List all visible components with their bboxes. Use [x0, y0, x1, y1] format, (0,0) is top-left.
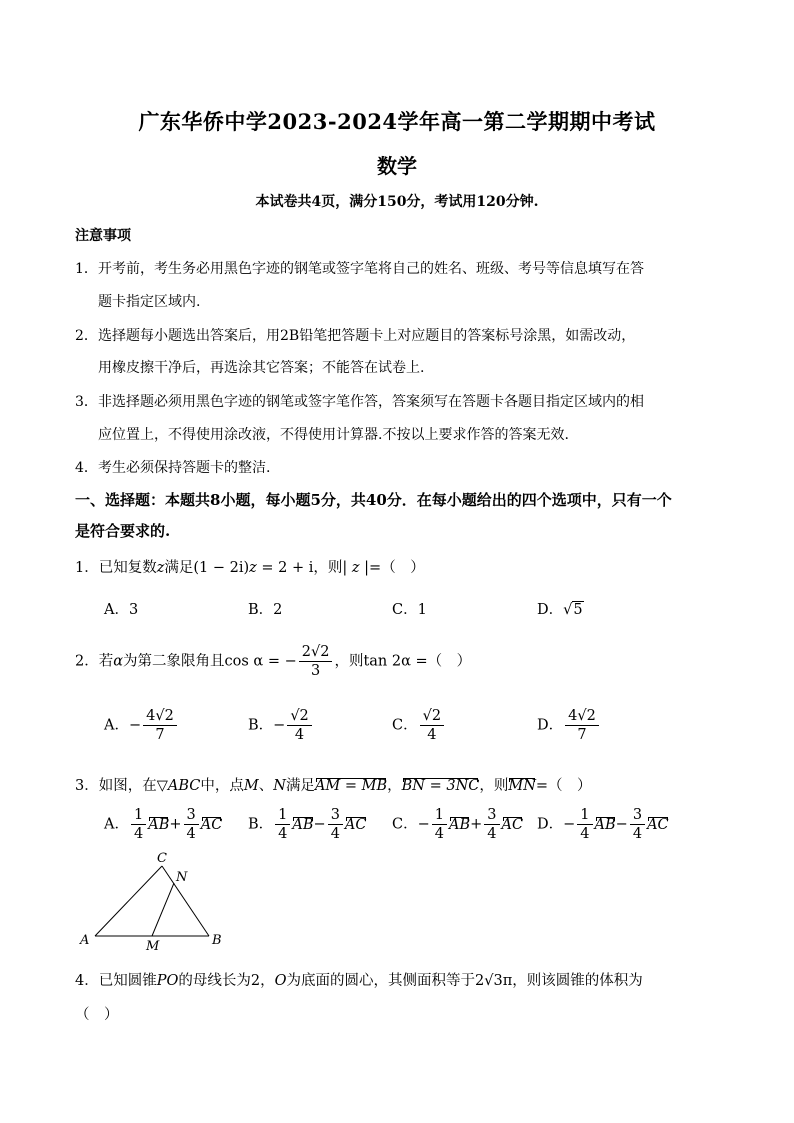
question-2-option-a-fraction [143, 707, 177, 744]
label-b: B [212, 933, 222, 948]
question-3-option-b[interactable] [248, 806, 367, 843]
question-3-option-b-coef-1 [275, 806, 290, 843]
question-2-option-d[interactable] [537, 707, 601, 744]
question-3-option-c-coef-1-den: 4 [434, 826, 444, 842]
question-2-option-b-sign: − [273, 717, 286, 734]
question-1-text-b: 满足 [164, 560, 194, 576]
question-1-option-d-radicand: 5 [573, 602, 583, 618]
label-m: M [146, 939, 160, 954]
question-3-option-c-sign-2: + [470, 816, 483, 833]
question-3-option-a-coef-1 [131, 806, 146, 843]
question-1-eq: (1 − 2i) [193, 560, 250, 576]
question-3-option-b-coef-1-den: 4 [278, 826, 288, 842]
question-3-option-d-vector-1: AB [594, 816, 616, 833]
question-2 [75, 643, 471, 680]
question-4-answer-blank: （ ） [75, 1007, 119, 1023]
question-3: 3．如图，在▽ABC中，点M、N满足AM = MB，BN = 3NC，则MN=（ ） [75, 778, 592, 794]
question-2-option-d-numerator: 4√2 [565, 707, 599, 726]
question-4-number: 4． [75, 973, 99, 989]
question-3-option-b-label: B． [248, 816, 274, 833]
note-2-number: 2． [75, 328, 98, 344]
side-ac [95, 866, 162, 936]
question-3-option-b-coef-2 [328, 806, 343, 843]
question-2-option-b-denominator: 4 [294, 727, 305, 743]
question-3-option-a-sign-2: + [169, 816, 182, 833]
question-3-option-d-coef-1-num: 1 [577, 806, 592, 825]
question-4-text-c: 为底面的圆心，其侧面积等于 [286, 973, 476, 989]
question-3-option-c-coef-2-den: 4 [487, 826, 497, 842]
question-3-option-c-coef-2 [484, 806, 499, 843]
question-2-option-b-numerator: √2 [287, 707, 311, 726]
note-3-line-1: 非选择题必须用黑色字迹的钢笔或签字笔作答，答案须写在答题卡各题目指定区域内的相 [98, 394, 644, 410]
question-2-cos: cos α = − [224, 653, 297, 670]
question-1-option-b[interactable]: B．2 [248, 602, 283, 618]
note-3-line-2: 应位置上，不得使用涂改液，不得使用计算器.不按以上要求作答的答案无效. [98, 427, 569, 443]
question-3-text-b: 中，点 [200, 778, 244, 794]
question-2-tail: （ ） [427, 653, 472, 670]
label-a: A [80, 933, 90, 948]
question-2-option-c-fraction [420, 707, 444, 744]
question-3-option-c-coef-2-num: 3 [484, 806, 499, 825]
exam-subject: 数学 [377, 154, 417, 178]
question-1-eq-z: z [249, 560, 257, 576]
question-3-option-c[interactable] [392, 806, 523, 843]
question-4-point-o: O [274, 973, 287, 989]
question-2-option-a-numerator: 4√2 [143, 707, 177, 726]
question-3-option-d-sign-2: − [615, 816, 628, 833]
note-4-line-1: 考生必须保持答题卡的整洁. [98, 460, 271, 476]
question-3-point-m: M [243, 778, 259, 794]
question-3-option-b-vector-2: AC [344, 816, 367, 833]
question-2-fraction-denominator: 3 [310, 663, 321, 679]
question-2-fraction-numerator: 2√2 [299, 643, 333, 662]
exam-title: 广东华侨中学2023-2024学年高一第二学期期中考试 [138, 109, 656, 134]
label-n: N [176, 870, 188, 885]
question-4-text-a: 已知圆锥 [98, 973, 157, 989]
question-1-option-c[interactable]: C．1 [392, 602, 427, 618]
question-2-tan: tan 2α = [363, 653, 428, 670]
question-3-option-c-vector-1: AB [449, 816, 471, 833]
question-3-condition-1: AM = MB [314, 778, 388, 794]
question-3-option-a-coef-2-den: 4 [186, 826, 196, 842]
note-1-number: 1． [75, 261, 98, 277]
question-3-text-a: 如图，在 [98, 778, 157, 794]
question-3-point-n: N [273, 778, 286, 794]
question-2-option-a-sign: − [128, 717, 142, 734]
question-1-abs: | z | [342, 560, 370, 576]
question-3-option-b-coef-1-num: 1 [275, 806, 290, 825]
question-2-option-c-numerator: √2 [420, 707, 444, 726]
segment-mn [152, 883, 174, 936]
question-3-option-a-coef-2 [184, 806, 199, 843]
question-2-text-b: 为第二象限角且 [123, 653, 225, 670]
note-2-line-1: 选择题每小题选出答案后，用2B铅笔把答题卡上对应题目的答案标号涂黑，如需改动， [98, 328, 636, 344]
question-3-option-a-label: A． [104, 816, 129, 833]
question-4-cone-po: PO [156, 973, 179, 989]
question-4 [75, 969, 643, 990]
question-3-text-d: ，则 [479, 778, 509, 794]
question-2-option-c[interactable] [392, 707, 446, 744]
note-4-number: 4． [75, 460, 98, 476]
note-1-line-2: 题卡指定区域内. [98, 294, 201, 310]
note-1-line-1: 开考前，考生务必用黑色字迹的钢笔或签字笔将自己的姓名、班级、考号等信息填写在答 [98, 261, 644, 277]
question-1-option-d-label: D． [537, 602, 564, 618]
question-1-var-z: z [156, 560, 165, 576]
question-3-option-d-sign-1: − [563, 816, 576, 833]
question-2-text-a: 若 [98, 653, 114, 670]
question-4-area: 2√3π [475, 973, 513, 989]
question-2-option-b-fraction [287, 707, 311, 744]
question-2-option-d-label: D． [537, 717, 564, 734]
question-3-option-b-coef-2-den: 4 [330, 826, 340, 842]
question-2-option-d-denominator: 7 [577, 727, 587, 743]
question-3-option-c-sign-1: − [417, 816, 430, 833]
question-3-option-d-label: D． [537, 816, 564, 833]
question-1-eq-rhs: = 2 + i [256, 560, 314, 576]
question-3-option-d-coef-1 [577, 806, 592, 843]
question-2-option-c-denominator: 4 [427, 727, 437, 743]
question-3-option-c-coef-1-num: 1 [432, 806, 447, 825]
question-3-option-d-coef-1-den: 4 [580, 826, 590, 842]
question-3-triangle: ▽ABC [156, 778, 201, 794]
question-3-option-a-vector-2: AC [200, 816, 223, 833]
question-3-option-b-sign-2: − [313, 816, 326, 833]
question-3-separator: 、 [258, 778, 274, 794]
question-3-option-c-label: C． [392, 816, 418, 833]
question-3-option-a-vector-1: AB [148, 816, 170, 833]
question-2-option-a-denominator: 7 [155, 727, 165, 743]
question-3-option-c-vector-2: AC [501, 816, 524, 833]
question-2-alpha: α [113, 653, 124, 670]
question-4-text-d: ，则该圆锥的体积为 [512, 973, 643, 989]
question-3-option-d-coef-2 [630, 806, 645, 843]
note-2-line-2: 用橡皮擦干净后，再选涂其它答案；不能答在试卷上. [98, 360, 425, 376]
question-3-option-a[interactable] [104, 806, 222, 843]
question-1-option-d[interactable]: D．√5 [537, 602, 583, 618]
question-3-option-a-coef-1-num: 1 [131, 806, 146, 825]
question-3-tail: =（ ） [535, 778, 592, 794]
triangle-figure [75, 850, 235, 955]
question-3-option-d-vector-2: AC [647, 816, 669, 833]
question-3-option-a-coef-2-num: 3 [184, 806, 199, 825]
question-2-option-c-label: C． [392, 717, 418, 734]
question-1-text-a: 已知复数 [98, 560, 157, 576]
question-2-option-a-label: A． [104, 717, 129, 734]
question-3-option-c-coef-1 [432, 806, 447, 843]
question-1-text-c: ，则 [313, 560, 343, 576]
exam-info: 本试卷共4页，满分150分，考试用120分钟. [255, 194, 539, 210]
question-3-option-b-vector-1: AB [292, 816, 314, 833]
question-1 [75, 556, 425, 577]
question-2-option-b-label: B． [248, 717, 274, 734]
question-3-number: 3． [75, 778, 99, 794]
question-3-option-d[interactable] [537, 806, 669, 843]
question-3-option-d-coef-2-den: 4 [632, 826, 643, 842]
note-3-number: 3． [75, 394, 98, 410]
question-1-number: 1． [75, 560, 99, 576]
question-2-option-a[interactable] [104, 707, 179, 744]
question-1-option-a[interactable]: A．3 [104, 602, 139, 618]
question-3-option-b-coef-2-num: 3 [328, 806, 343, 825]
question-2-number: 2． [75, 653, 99, 670]
question-2-text-c: ，则 [334, 653, 364, 670]
question-2-option-b[interactable] [248, 707, 314, 744]
question-3-condition-2: BN = 3NC [401, 778, 480, 794]
question-3-text-c: 满足 [285, 778, 315, 794]
question-1-tail: =（ ） [369, 560, 425, 576]
label-c: C [157, 851, 167, 866]
notes-heading: 注意事项 [75, 228, 131, 244]
question-4-text-b: 的母线长为2， [178, 973, 275, 989]
question-3-vector-mn: MN [508, 778, 536, 794]
section-1-heading-line-2: 是符合要求的. [75, 522, 171, 540]
question-2-option-d-fraction [565, 707, 599, 744]
question-3-option-a-coef-1-den: 4 [133, 826, 144, 842]
section-1-heading-line-1: 一、选择题：本题共8小题，每小题5分，共40分．在每小题给出的四个选项中，只有一个 [75, 491, 672, 509]
question-2-fraction [299, 643, 333, 680]
question-3-option-d-coef-2-num: 3 [630, 806, 645, 825]
